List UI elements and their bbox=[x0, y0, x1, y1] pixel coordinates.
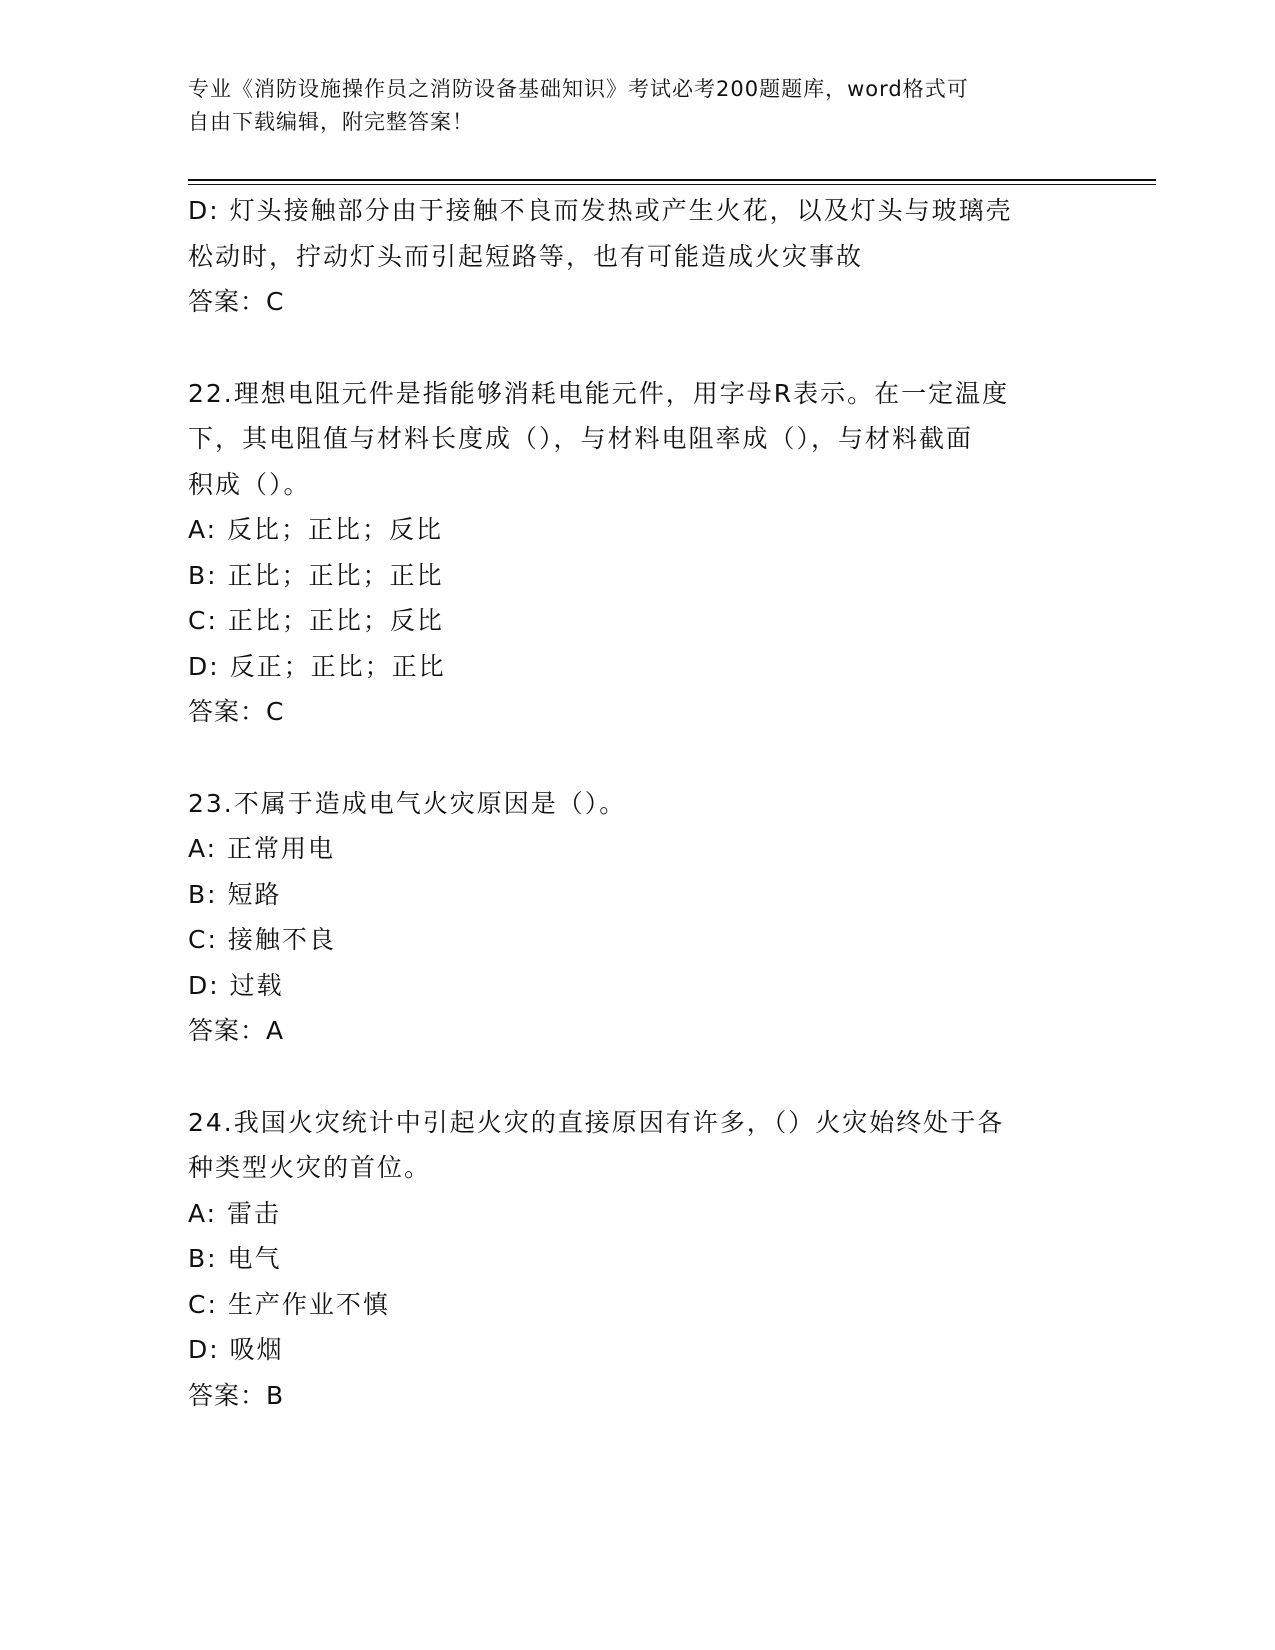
option-c: C: 接触不良 bbox=[188, 925, 336, 954]
option-d: D: 吸烟 bbox=[188, 1335, 284, 1364]
option-d: D: 过载 bbox=[188, 970, 284, 1000]
spacer bbox=[188, 735, 1088, 781]
question-stem: 23.不属于造成电气火灾原因是（）。 bbox=[188, 788, 627, 818]
spacer bbox=[188, 325, 1088, 371]
question-stem: 24.我国火灾统计中引起火灾的直接原因有许多，（）火灾始终处于各 bbox=[188, 1107, 1005, 1137]
option-d: D: 灯头接触部分由于接触不良而发热或产生火花，以及灯头与玻璃壳 bbox=[188, 196, 1013, 225]
header-title-line-1: 专业《消防设施操作员之消防设备基础知识》考试必考200题题库，word格式可 bbox=[188, 77, 969, 101]
spacer bbox=[188, 1054, 1088, 1100]
question-stem: 22.理想电阻元件是指能够消耗电能元件，用字母R表示。在一定温度 bbox=[188, 378, 1010, 408]
header-rule-thick bbox=[188, 179, 1156, 181]
header-rule-thin bbox=[188, 184, 1156, 185]
option-a: A: 反比；正比；反比 bbox=[188, 515, 444, 544]
option-d-continued: 松动时，拧动灯头而引起短路等，也有可能造成火灾事故 bbox=[188, 241, 864, 271]
option-b: B: 电气 bbox=[188, 1244, 282, 1273]
header-title-line-2: 自由下载编辑，附完整答案！ bbox=[188, 110, 474, 134]
answer-line: 答案：C bbox=[188, 287, 285, 316]
answer-line: 答案：C bbox=[188, 697, 285, 726]
option-b: B: 正比；正比；正比 bbox=[188, 560, 444, 590]
question-22 bbox=[188, 371, 1088, 735]
option-c: C: 正比；正比；反比 bbox=[188, 606, 444, 635]
answer-line: 答案：A bbox=[188, 1016, 285, 1045]
option-a: A: 正常用电 bbox=[188, 834, 336, 863]
option-c: C: 生产作业不慎 bbox=[188, 1289, 390, 1319]
question-stem: 积成（）。 bbox=[188, 469, 311, 499]
question-21-tail bbox=[188, 188, 1088, 325]
document-body bbox=[188, 188, 1088, 1418]
question-stem: 种类型火灾的首位。 bbox=[188, 1153, 432, 1182]
question-stem: 下，其电阻值与材料长度成（），与材料电阻率成（），与材料截面 bbox=[188, 424, 974, 453]
question-23 bbox=[188, 781, 1088, 1054]
answer-line: 答案：B bbox=[188, 1380, 285, 1410]
option-b: B: 短路 bbox=[188, 879, 282, 909]
option-d: D: 反正；正比；正比 bbox=[188, 651, 446, 681]
question-24 bbox=[188, 1100, 1088, 1419]
option-a: A: 雷击 bbox=[188, 1198, 282, 1228]
document-header bbox=[188, 73, 1088, 139]
